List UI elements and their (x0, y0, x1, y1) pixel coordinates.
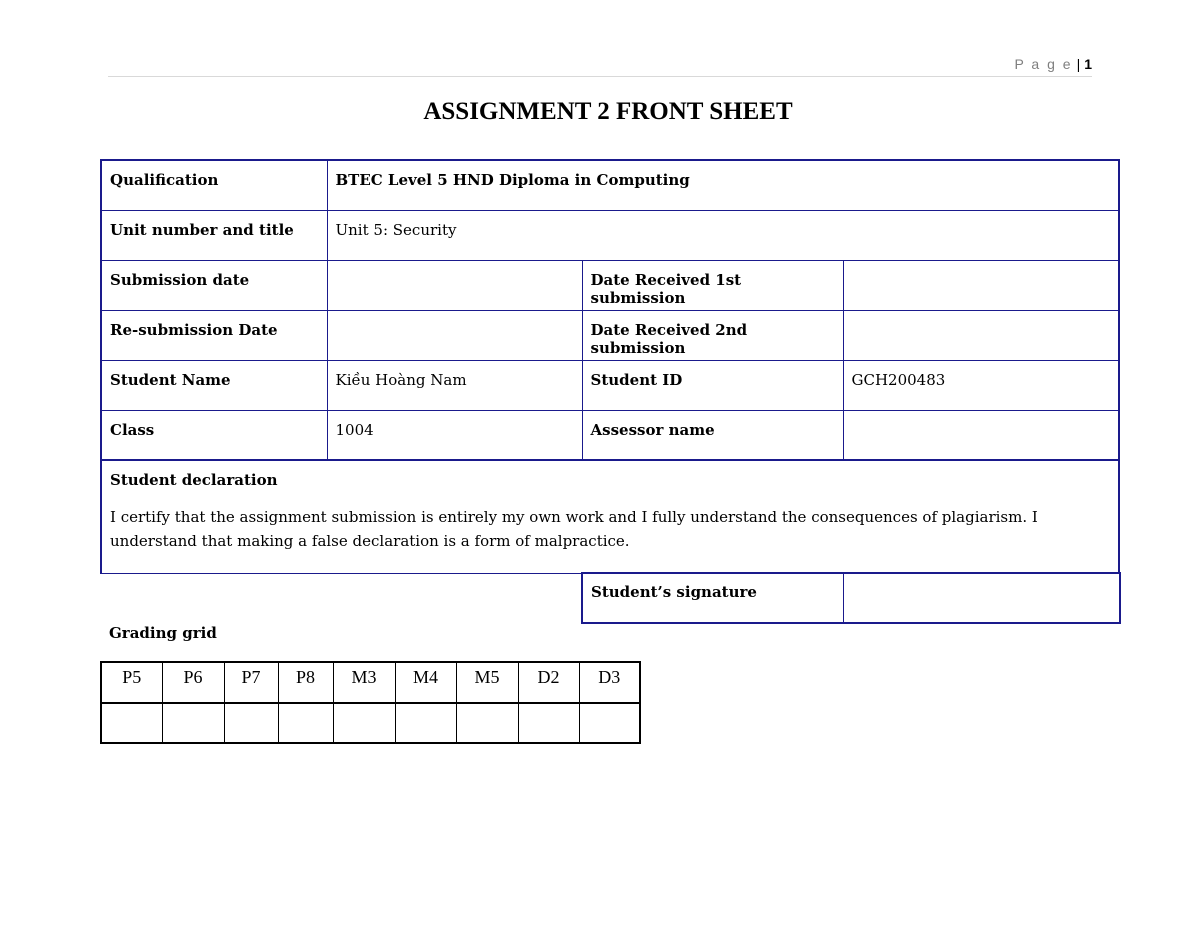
date-received-1-label: Date Received 1st submission (582, 260, 843, 310)
grade-cell-m5[interactable] (456, 703, 518, 743)
submission-date-field[interactable] (327, 260, 582, 310)
student-id-value[interactable]: GCH200483 (843, 360, 1119, 410)
qualification-row (101, 160, 1119, 210)
grade-header-m5: M5 (456, 662, 518, 703)
submission-date-row (101, 260, 1119, 310)
date-received-2-field[interactable] (843, 310, 1119, 360)
student-name-value[interactable]: Kiều Hoàng Nam (327, 360, 582, 410)
qualification-value: BTEC Level 5 HND Diploma in Computing (327, 160, 1119, 210)
grade-cell-d2[interactable] (518, 703, 579, 743)
date-received-2-label: Date Received 2nd submission (582, 310, 843, 360)
page-label: P a g e (1014, 56, 1073, 72)
qualification-label: Qualification (101, 160, 327, 210)
signature-table (581, 572, 1121, 624)
page-separator: | (1076, 56, 1081, 72)
page-number (1014, 56, 1092, 72)
declaration-label: Student declaration (110, 471, 278, 489)
grade-header-p6: P6 (162, 662, 224, 703)
grade-cell-p7[interactable] (224, 703, 278, 743)
unit-label: Unit number and title (101, 210, 327, 260)
grade-header-m4: M4 (395, 662, 456, 703)
grade-cell-p8[interactable] (278, 703, 333, 743)
declaration-cell (101, 460, 1119, 573)
resubmission-row (101, 310, 1119, 360)
class-label: Class (101, 410, 327, 460)
unit-row (101, 210, 1119, 260)
resubmission-date-field[interactable] (327, 310, 582, 360)
signature-field[interactable] (843, 573, 1120, 623)
assessor-field[interactable] (843, 410, 1119, 460)
class-row (101, 410, 1119, 460)
unit-value: Unit 5: Security (327, 210, 1119, 260)
page-number-value: 1 (1084, 56, 1092, 72)
grade-header-d3: D3 (579, 662, 640, 703)
declaration-row (101, 460, 1119, 573)
grading-grid-label: Grading grid (109, 624, 217, 642)
grade-header-d2: D2 (518, 662, 579, 703)
date-received-1-field[interactable] (843, 260, 1119, 310)
grade-header-p7: P7 (224, 662, 278, 703)
grade-cell-m4[interactable] (395, 703, 456, 743)
resubmission-date-label: Re-submission Date (101, 310, 327, 360)
grade-cell-p5[interactable] (101, 703, 162, 743)
front-sheet-table (100, 159, 1120, 574)
grade-cell-d3[interactable] (579, 703, 640, 743)
submission-date-label: Submission date (101, 260, 327, 310)
grade-cell-p6[interactable] (162, 703, 224, 743)
class-value[interactable]: 1004 (327, 410, 582, 460)
page-header (108, 52, 1092, 77)
grade-header-p8: P8 (278, 662, 333, 703)
assessor-label: Assessor name (582, 410, 843, 460)
student-id-label: Student ID (582, 360, 843, 410)
grade-cell-m3[interactable] (333, 703, 395, 743)
document-title: ASSIGNMENT 2 FRONT SHEET (423, 98, 793, 125)
grading-value-row (101, 703, 640, 743)
grading-grid-table (100, 661, 641, 744)
grade-header-m3: M3 (333, 662, 395, 703)
grade-header-p5: P5 (101, 662, 162, 703)
grading-header-row (101, 662, 640, 703)
student-row (101, 360, 1119, 410)
signature-label: Student’s signature (582, 573, 843, 623)
declaration-text: I certify that the assignment submission is entirely my own work and I fully understand the consequences of plagiarism. I understand that making a false declaration is a form of malpractice. (110, 508, 1038, 550)
student-name-label: Student Name (101, 360, 327, 410)
